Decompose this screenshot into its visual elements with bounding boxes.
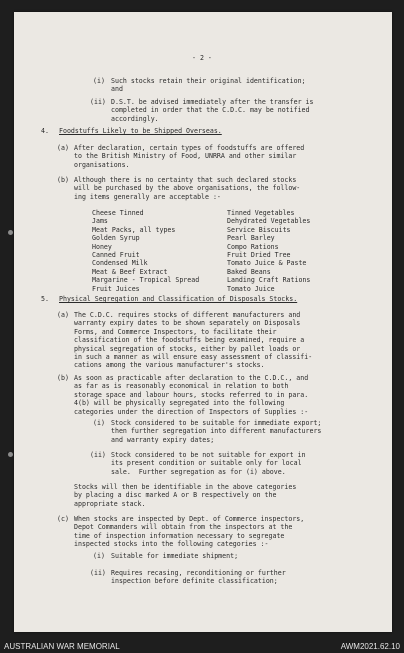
food-item: Tomato Juice & Paste <box>227 259 307 268</box>
clause-text: After declaration, certain types of foodstuffs are offered <box>74 144 305 152</box>
food-item: Margarine - Tropical Spread <box>92 276 200 285</box>
food-item: Tinned Vegetables <box>227 209 295 217</box>
food-item: Honey <box>92 242 112 251</box>
clause-text: in such a manner as will ensure easy assessment of classifi- <box>74 353 313 361</box>
clause-text: Stocks will then be identifiable in the above categories <box>74 483 297 491</box>
section-number: 5. <box>41 295 49 303</box>
clause-text: to the British Ministry of Food, UNRRA and other similar <box>74 152 297 161</box>
clause-text: and <box>111 85 123 94</box>
food-item: Compo Rations <box>227 242 279 251</box>
clause-text: as far as is reasonably economical in relation to both <box>74 382 289 391</box>
clause-text: time of inspection information necessary to segregate <box>74 531 285 540</box>
clause-label: (c) <box>57 515 69 523</box>
clause-text: storage space and labour hours, stocks referred to in para. <box>74 390 309 399</box>
section-number: 4. <box>41 127 49 135</box>
clause-text: organisations. <box>74 160 130 169</box>
section-heading: Foodstuffs Likely to be Shipped Overseas. <box>59 127 222 135</box>
food-item: Dehydrated Vegetables <box>227 217 311 226</box>
clause-text: As soon as practicable after declaration to the C.D.C., and <box>74 374 309 382</box>
punch-hole <box>8 230 13 235</box>
clause-text: Depot Commanders will obtain from the inspectors at the <box>74 523 293 532</box>
clause-text: inspection before definite classification; <box>111 577 278 586</box>
food-item: Baked Beans <box>227 267 271 276</box>
food-item: Condensed Milk <box>92 259 148 268</box>
clause-text: sale. Further segregation as for (i) above. <box>111 467 286 476</box>
clause-text: cations among the various manufacturer's stocks. <box>74 361 265 370</box>
clause-text: Forms, and Commerce Inspectors, to facilitate their <box>74 327 277 336</box>
clause-text: Suitable for immediate shipment; <box>111 552 239 560</box>
section-heading: Physical Segregation and Classification of Disposals Stocks. <box>59 295 298 303</box>
clause-label: (a) <box>57 311 69 319</box>
clause-text: Although there is no certainty that such declared stocks <box>74 176 297 184</box>
food-item: Tomato Juice <box>227 284 275 293</box>
clause-text: warranty expiry dates to be shown separately on Disposals <box>74 319 301 328</box>
clause-text: completed in order that the C.D.C. may be notified <box>111 106 310 115</box>
clause-label: (b) <box>57 374 69 382</box>
food-item: Cheese Tinned <box>92 209 144 217</box>
clause-label: (ii) <box>90 98 106 106</box>
archive-reference: AWM2021.62.10 <box>340 642 400 651</box>
food-item: Canned Fruit <box>92 251 140 259</box>
food-item: Service Biscuits <box>227 225 291 234</box>
clause-text: categories under the direction of Inspectors of Supplies :- <box>74 407 309 416</box>
clause-label: (ii) <box>90 451 106 459</box>
food-item: Fruit Dried Tree <box>227 251 291 259</box>
clause-text: and warranty expiry dates; <box>111 435 215 444</box>
clause-text: Stock considered to be suitable for immediate export; <box>111 419 322 427</box>
clause-label: (b) <box>57 176 69 184</box>
clause-text: Requires recasing, reconditioning or further <box>111 569 286 577</box>
punch-hole <box>8 452 13 457</box>
clause-text: classification of the foodstuffs being examined, require a <box>74 336 305 345</box>
clause-text: inspected stocks into the following categories :- <box>74 540 269 549</box>
clause-text: The C.D.C. requires stocks of different manufacturers and <box>74 311 301 319</box>
clause-text: by placing a disc marked A or B respectively on the <box>74 491 277 500</box>
archive-footer <box>0 640 404 653</box>
clause-text: then further segregation into different manufacturers <box>111 427 322 436</box>
clause-text: When stocks are inspected by Dept. of Commerce inspectors, <box>74 515 305 523</box>
clause-text: Such stocks retain their original identification; <box>111 77 306 85</box>
clause-label: (a) <box>57 144 69 152</box>
clause-text: accordingly. <box>111 114 159 123</box>
clause-label: (i) <box>93 77 105 85</box>
clause-text: 4(b) will be physically segregated into the following <box>74 399 285 408</box>
clause-text: appropriate stack. <box>74 499 146 508</box>
food-item: Pearl Barley <box>227 234 275 243</box>
clause-text: physical segregation of stocks, either by pallet loads or <box>74 344 301 353</box>
food-item: Golden Syrup <box>92 234 140 243</box>
food-item: Meat & Beef Extract <box>92 267 168 276</box>
clause-text: will be purchased by the above organisations, the follow- <box>74 184 301 193</box>
clause-text: D.S.T. be advised immediately after the transfer is <box>111 98 314 106</box>
clause-text: its present condition or suitable only for local <box>111 459 302 468</box>
food-item: Jams <box>92 217 108 226</box>
clause-label: (i) <box>93 552 105 560</box>
clause-label: (i) <box>93 419 105 427</box>
page-number: - 2 - <box>192 54 212 62</box>
food-item: Meat Packs, all types <box>92 225 176 234</box>
clause-text: ing items generally are acceptable :- <box>74 192 221 201</box>
clause-text: Stock considered to be not suitable for export in <box>111 451 306 459</box>
archive-name: AUSTRALIAN WAR MEMORIAL <box>4 642 120 651</box>
food-item: Fruit Juices <box>92 284 140 293</box>
food-item: Landing Craft Rations <box>227 276 311 285</box>
clause-label: (ii) <box>90 569 106 577</box>
